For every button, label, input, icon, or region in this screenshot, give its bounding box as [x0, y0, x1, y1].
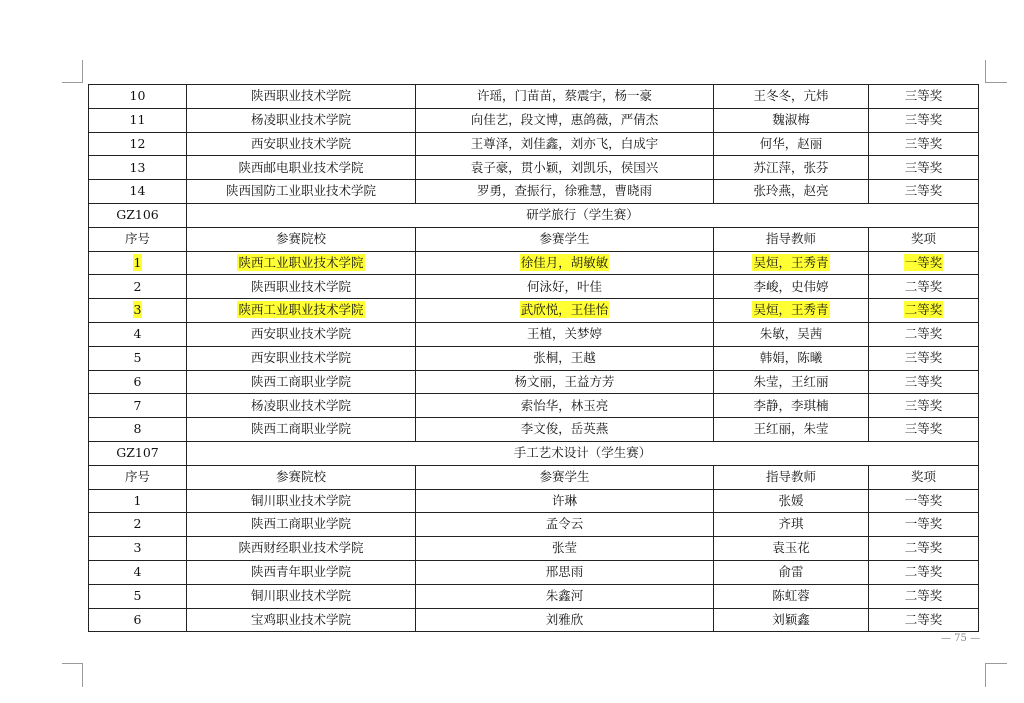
cell-school: 陕西工商职业学院 [187, 418, 416, 442]
table-row [89, 299, 979, 323]
cell-number: 4 [89, 560, 187, 584]
cell-number: 12 [89, 132, 187, 156]
cell-students: 杨文丽，王益方芳 [416, 370, 714, 394]
section-title: 手工艺术设计（学生赛） [187, 441, 979, 465]
table-row [89, 418, 979, 442]
cell-school: 陕西职业技术学院 [187, 85, 416, 109]
table-row [89, 322, 979, 346]
highlighted-text: 3 [133, 302, 142, 318]
cell-students [416, 251, 714, 275]
cell-number: 14 [89, 180, 187, 204]
cell-school: 杨凌职业技术学院 [187, 108, 416, 132]
cell-students: 孟令云 [416, 513, 714, 537]
crop-mark [985, 663, 986, 687]
table-row [89, 489, 979, 513]
header-row [89, 227, 979, 251]
cell-number: 10 [89, 85, 187, 109]
table-row [89, 180, 979, 204]
cell-teachers: 魏淑梅 [714, 108, 869, 132]
crop-mark [62, 82, 83, 83]
table-row [89, 251, 979, 275]
cell-teachers: 袁玉花 [714, 537, 869, 561]
cell-students: 许瑶，门苗苗，蔡震宇，杨一豪 [416, 85, 714, 109]
cell-school: 陕西邮电职业技术学院 [187, 156, 416, 180]
cell-teachers: 苏江萍，张芬 [714, 156, 869, 180]
table-row [89, 85, 979, 109]
highlighted-text: 陕西工业职业技术学院 [238, 254, 364, 270]
cell-award: 二等奖 [869, 584, 979, 608]
cell-award: 三等奖 [869, 370, 979, 394]
table-row [89, 108, 979, 132]
cell-teachers: 何华，赵丽 [714, 132, 869, 156]
cell-students: 朱鑫河 [416, 584, 714, 608]
cell-number: 2 [89, 513, 187, 537]
section-row [89, 441, 979, 465]
cell-award: 三等奖 [869, 394, 979, 418]
cell-school: 西安职业技术学院 [187, 346, 416, 370]
cell-award: 一等奖 [869, 513, 979, 537]
highlighted-text: 一等奖 [904, 254, 943, 270]
cell-number [89, 251, 187, 275]
cell-school: 陕西工商职业学院 [187, 370, 416, 394]
header-cell-number: 序号 [89, 227, 187, 251]
highlighted-text: 1 [133, 254, 142, 270]
cell-students: 向佳艺，段文博，惠鸽薇，严倩杰 [416, 108, 714, 132]
cell-award [869, 251, 979, 275]
cell-school: 陕西青年职业学院 [187, 560, 416, 584]
cell-students: 袁子豪，贯小颖，刘凯乐，侯国兴 [416, 156, 714, 180]
table-row [89, 275, 979, 299]
cell-school [187, 251, 416, 275]
cell-students [416, 299, 714, 323]
cell-number: 7 [89, 394, 187, 418]
highlighted-text: 武欣悦，王佳怡 [520, 302, 609, 318]
header-cell-teachers: 指导教师 [714, 465, 869, 489]
cell-award: 三等奖 [869, 132, 979, 156]
cell-award [869, 299, 979, 323]
cell-school: 铜川职业技术学院 [187, 489, 416, 513]
cell-number: 5 [89, 346, 187, 370]
cell-teachers: 刘颖鑫 [714, 608, 869, 632]
cell-award: 二等奖 [869, 560, 979, 584]
cell-teachers [714, 251, 869, 275]
cell-teachers: 王红丽，朱莹 [714, 418, 869, 442]
crop-mark [985, 663, 1007, 664]
table-row [89, 608, 979, 632]
highlighted-text: 二等奖 [904, 302, 943, 318]
cell-teachers: 王冬冬，亢炜 [714, 85, 869, 109]
cell-students: 罗勇，查振行，徐雅慧，曹晓雨 [416, 180, 714, 204]
cell-number: 4 [89, 322, 187, 346]
table-row [89, 513, 979, 537]
page-number: — 75 — [941, 633, 981, 644]
cell-award: 二等奖 [869, 608, 979, 632]
cell-school: 陕西工商职业学院 [187, 513, 416, 537]
highlighted-text: 吴烜，王秀青 [753, 302, 829, 318]
cell-award: 三等奖 [869, 418, 979, 442]
crop-mark [82, 663, 83, 687]
highlighted-text: 徐佳月，胡敏敏 [520, 254, 609, 270]
awards-table-body [89, 85, 979, 632]
table-row [89, 156, 979, 180]
cell-number: 1 [89, 489, 187, 513]
section-title: 研学旅行（学生赛） [187, 203, 979, 227]
cell-award: 三等奖 [869, 346, 979, 370]
cell-number: 5 [89, 584, 187, 608]
cell-award: 三等奖 [869, 156, 979, 180]
cell-award: 三等奖 [869, 85, 979, 109]
cell-teachers: 朱莹，王红丽 [714, 370, 869, 394]
header-cell-school: 参赛院校 [187, 465, 416, 489]
cell-teachers: 陈虹蓉 [714, 584, 869, 608]
cell-number: 13 [89, 156, 187, 180]
cell-award: 二等奖 [869, 537, 979, 561]
cell-teachers: 俞雷 [714, 560, 869, 584]
table-row [89, 537, 979, 561]
cell-award: 一等奖 [869, 489, 979, 513]
cell-teachers: 朱敏，吴茜 [714, 322, 869, 346]
table-row [89, 584, 979, 608]
cell-students: 刘雅欣 [416, 608, 714, 632]
cell-students: 王植，关梦婷 [416, 322, 714, 346]
cell-students: 王尊泽，刘佳鑫，刘亦飞，白成宇 [416, 132, 714, 156]
header-cell-teachers: 指导教师 [714, 227, 869, 251]
cell-number: 6 [89, 370, 187, 394]
highlighted-text: 吴烜，王秀青 [753, 254, 829, 270]
cell-number: 6 [89, 608, 187, 632]
table-row [89, 394, 979, 418]
section-code: GZ107 [89, 441, 187, 465]
cell-school: 铜川职业技术学院 [187, 584, 416, 608]
cell-students: 索怡华，林玉亮 [416, 394, 714, 418]
cell-teachers: 齐琪 [714, 513, 869, 537]
cell-school: 陕西国防工业职业技术学院 [187, 180, 416, 204]
cell-award: 二等奖 [869, 275, 979, 299]
section-code: GZ106 [89, 203, 187, 227]
cell-school [187, 299, 416, 323]
cell-number: 2 [89, 275, 187, 299]
cell-school: 陕西职业技术学院 [187, 275, 416, 299]
cell-students: 张莹 [416, 537, 714, 561]
header-cell-number: 序号 [89, 465, 187, 489]
cell-school: 陕西财经职业技术学院 [187, 537, 416, 561]
crop-mark [985, 82, 1007, 83]
crop-mark [82, 60, 83, 82]
crop-mark [62, 663, 83, 664]
table-row [89, 346, 979, 370]
header-cell-award: 奖项 [869, 465, 979, 489]
cell-number [89, 299, 187, 323]
cell-number: 8 [89, 418, 187, 442]
header-cell-award: 奖项 [869, 227, 979, 251]
crop-mark [985, 60, 986, 82]
cell-teachers: 张玲燕，赵亮 [714, 180, 869, 204]
cell-teachers: 李静，李琪楠 [714, 394, 869, 418]
cell-students: 许琳 [416, 489, 714, 513]
cell-students: 何泳好，叶佳 [416, 275, 714, 299]
cell-teachers [714, 299, 869, 323]
cell-award: 二等奖 [869, 322, 979, 346]
header-cell-school: 参赛院校 [187, 227, 416, 251]
highlighted-text: 陕西工业职业技术学院 [238, 302, 364, 318]
header-cell-students: 参赛学生 [416, 227, 714, 251]
cell-students: 邢思雨 [416, 560, 714, 584]
cell-number: 3 [89, 537, 187, 561]
cell-teachers: 韩娟，陈曦 [714, 346, 869, 370]
cell-award: 三等奖 [869, 180, 979, 204]
cell-award: 三等奖 [869, 108, 979, 132]
table-row [89, 370, 979, 394]
section-row [89, 203, 979, 227]
cell-school: 西安职业技术学院 [187, 132, 416, 156]
cell-number: 11 [89, 108, 187, 132]
cell-school: 西安职业技术学院 [187, 322, 416, 346]
table-row [89, 560, 979, 584]
cell-students: 李文俊，岳英燕 [416, 418, 714, 442]
cell-teachers: 李峻，史伟婷 [714, 275, 869, 299]
table-row [89, 132, 979, 156]
awards-table [88, 84, 979, 632]
header-row [89, 465, 979, 489]
header-cell-students: 参赛学生 [416, 465, 714, 489]
cell-teachers: 张媛 [714, 489, 869, 513]
cell-students: 张桐，王越 [416, 346, 714, 370]
cell-school: 宝鸡职业技术学院 [187, 608, 416, 632]
cell-school: 杨凌职业技术学院 [187, 394, 416, 418]
